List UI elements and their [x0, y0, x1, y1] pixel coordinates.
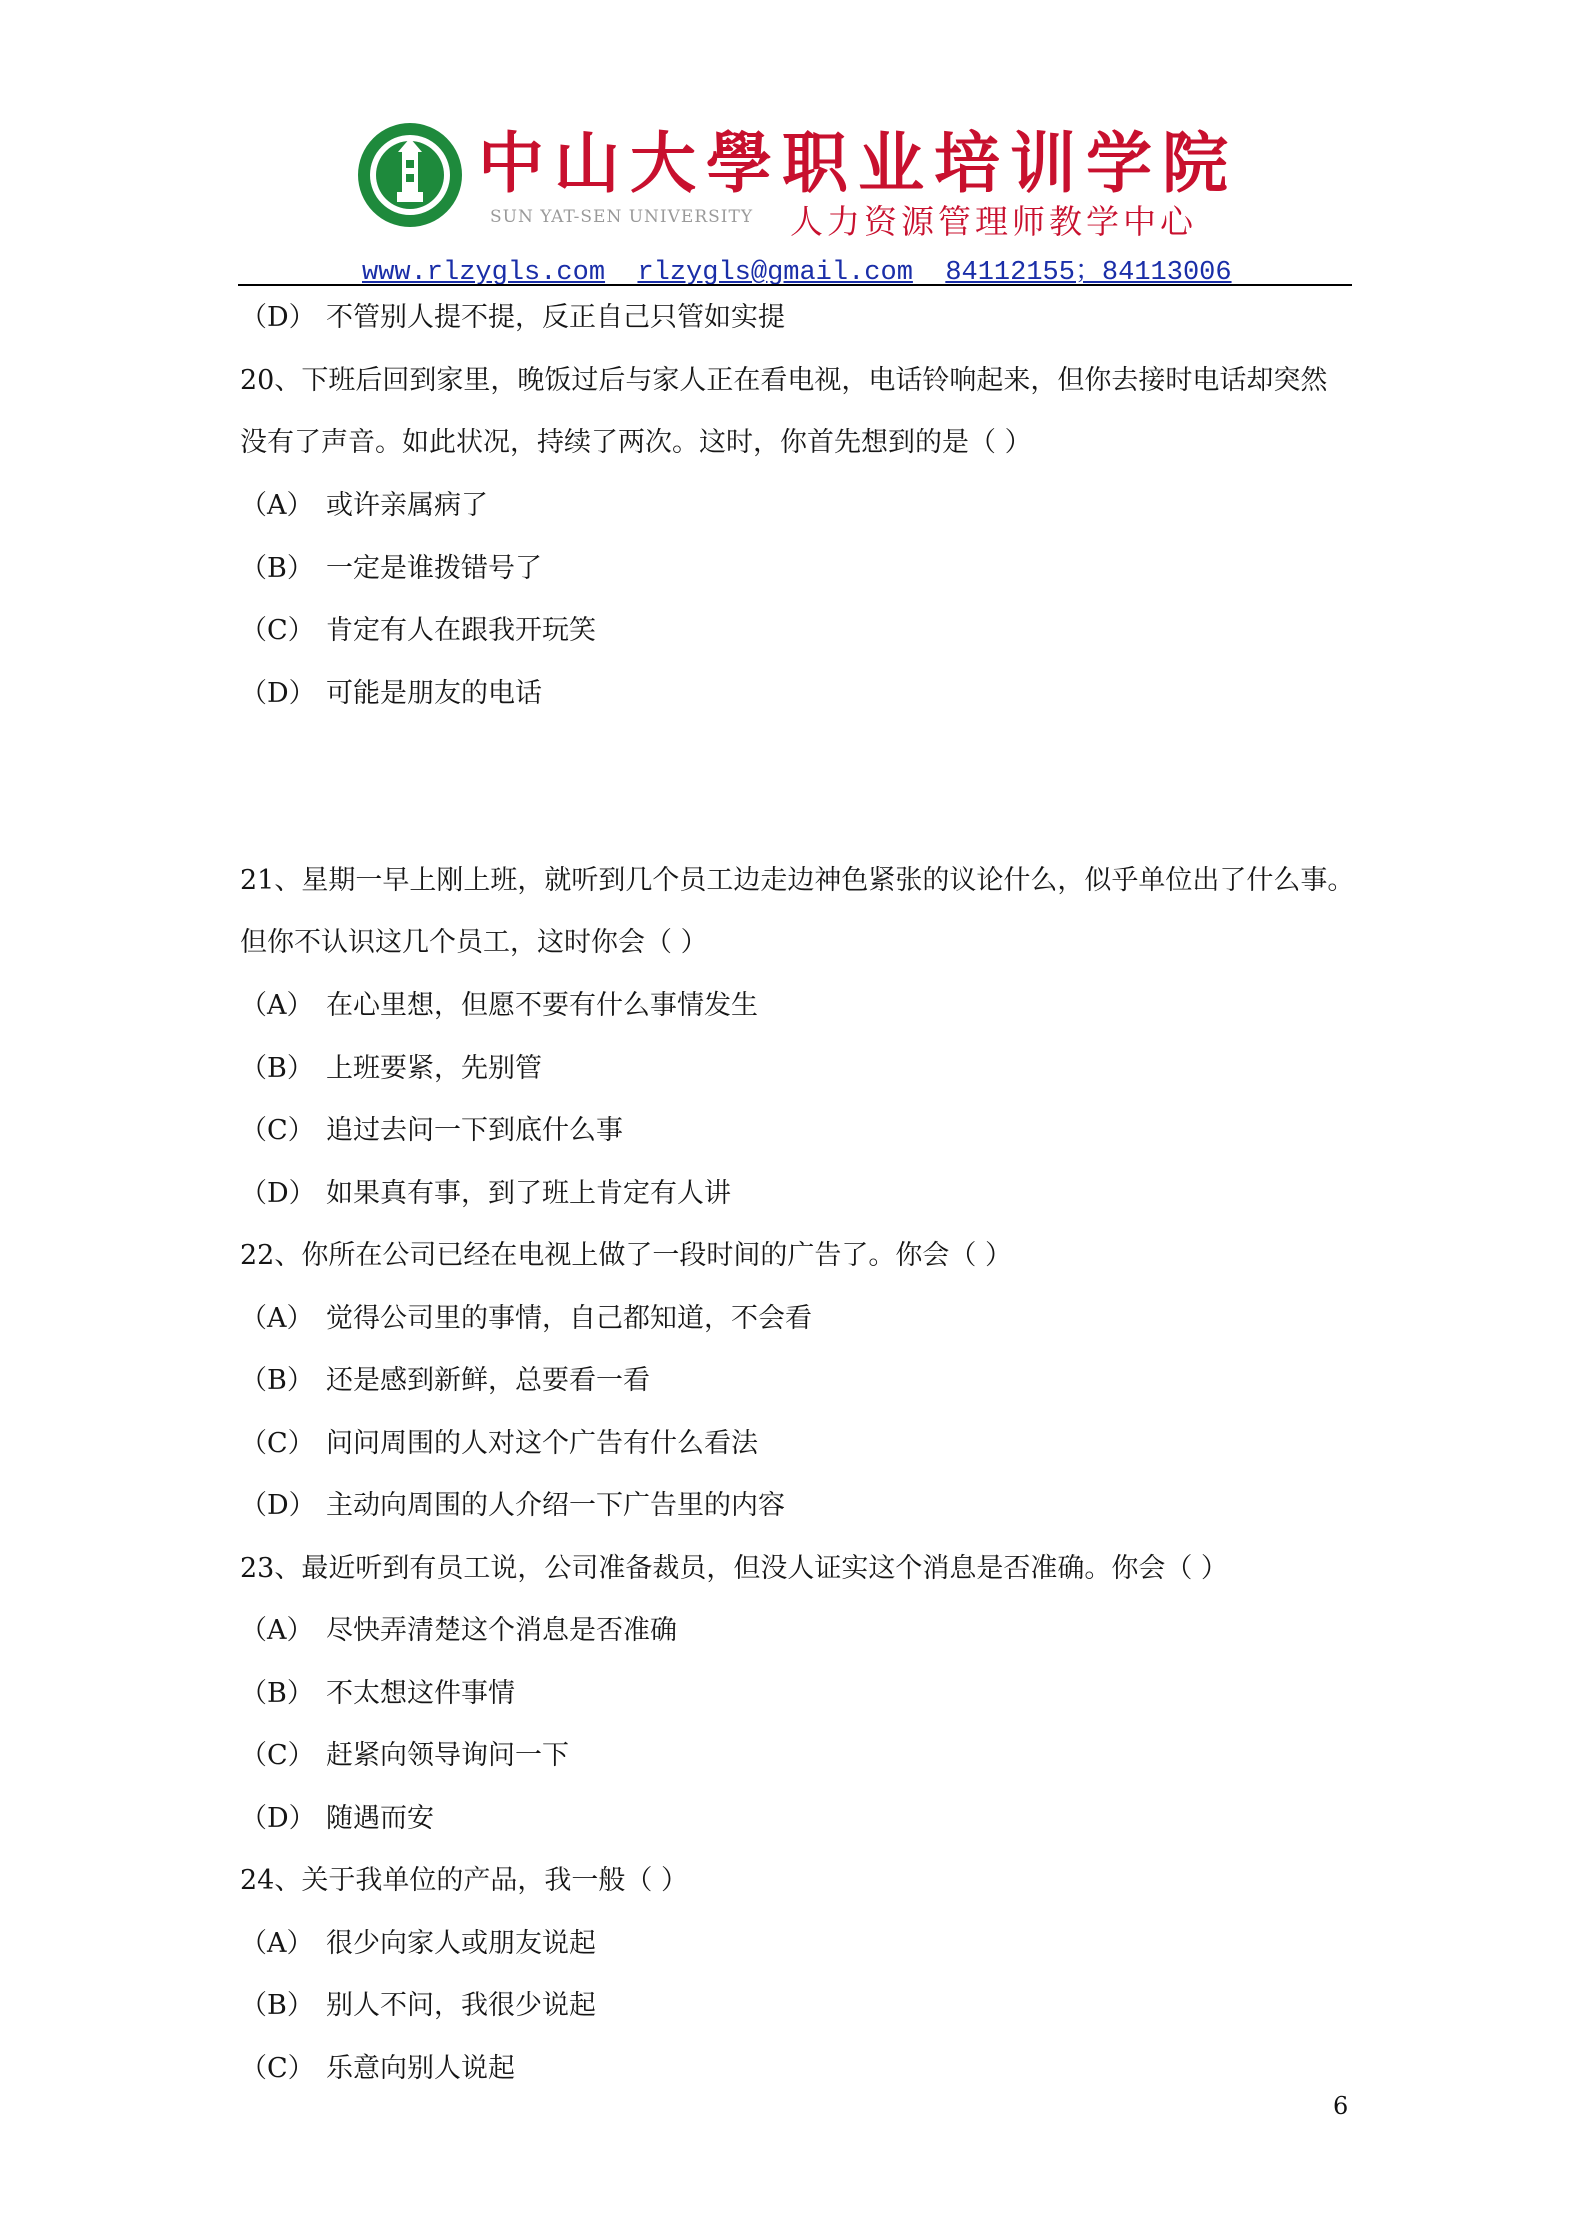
question-text: [240, 365, 1327, 397]
option-line: [240, 2053, 515, 2085]
option-line: [240, 1490, 785, 1522]
option-line: [240, 490, 488, 522]
question-text-content: 21、星期一早上刚上班，就听到几个员工边走边神色紧张的议论什么，似乎单位出了什么事。: [240, 865, 1355, 896]
page-number: 6: [1333, 2092, 1349, 2120]
question-text-content: 24、关于我单位的产品，我一般（ ）: [240, 1865, 688, 1896]
option-label: （B）: [240, 1678, 314, 1709]
option-label: （A）: [240, 1303, 314, 1334]
option-label: （B）: [240, 1990, 314, 2021]
option-text: 觉得公司里的事情，自己都知道，不会看: [326, 1303, 812, 1334]
option-label: （D）: [240, 1803, 316, 1834]
option-text: 或许亲属病了: [326, 490, 488, 521]
question-text: [240, 927, 708, 959]
option-line: [240, 1115, 623, 1147]
option-line: [240, 1053, 542, 1085]
center-subtitle: 人力资源管理师教学中心: [790, 202, 1197, 241]
option-label: （D）: [240, 1490, 316, 1521]
option-label: （D）: [240, 302, 316, 333]
option-label: （D）: [240, 678, 316, 709]
option-text: 还是感到新鲜，总要看一看: [326, 1365, 650, 1396]
option-text: 追过去问一下到底什么事: [326, 1115, 623, 1146]
question-text: [240, 865, 1354, 897]
question-text: [240, 1240, 1012, 1272]
option-label: （B）: [240, 1053, 314, 1084]
option-line: [240, 1303, 812, 1335]
option-line: [240, 615, 596, 647]
option-text: 乐意向别人说起: [326, 2053, 515, 2084]
option-text: 尽快弄清楚这个消息是否准确: [326, 1615, 677, 1646]
option-text: 上班要紧，先别管: [326, 1053, 542, 1084]
university-english-name: SUN YAT-SEN UNIVERSITY: [490, 207, 754, 227]
option-text: 不太想这件事情: [326, 1678, 515, 1709]
option-line: [240, 1678, 515, 1710]
option-line: [240, 1740, 569, 1772]
option-line: [240, 1428, 758, 1460]
option-line: [240, 1365, 650, 1397]
phone-numbers: 84112155；84113006: [945, 258, 1232, 288]
question-text-content: 20、下班后回到家里，晚饭过后与家人正在看电视，电话铃响起来，但你去接时电话却突然: [240, 365, 1328, 396]
option-line: [240, 1615, 677, 1647]
question-text-content: 23、最近听到有员工说，公司准备裁员，但没人证实这个消息是否准确。你会（ ）: [240, 1553, 1228, 1584]
option-line: [240, 302, 785, 334]
option-label: （A）: [240, 1928, 314, 1959]
option-label: （A）: [240, 990, 314, 1021]
email-link[interactable]: rlzygls@gmail.com: [637, 258, 913, 288]
option-line: [240, 1928, 596, 1960]
option-label: （C）: [240, 2053, 315, 2084]
option-text: 一定是谁拨错号了: [326, 553, 542, 584]
option-line: [240, 1990, 596, 2022]
question-text-content: 22、你所在公司已经在电视上做了一段时间的广告了。你会（ ）: [240, 1240, 1012, 1271]
option-label: （A）: [240, 1615, 314, 1646]
option-line: [240, 1803, 434, 1835]
option-line: [240, 990, 758, 1022]
option-text: 可能是朋友的电话: [326, 678, 542, 709]
option-label: （D）: [240, 1178, 316, 1209]
option-text: 问问周围的人对这个广告有什么看法: [326, 1428, 758, 1459]
option-label: （C）: [240, 1740, 315, 1771]
website-link[interactable]: www.rlzygls.com: [362, 258, 606, 288]
option-label: （B）: [240, 1365, 314, 1396]
option-text: 主动向周围的人介绍一下广告里的内容: [326, 1490, 785, 1521]
option-text: 赶紧向领导询问一下: [326, 1740, 569, 1771]
option-label: （C）: [240, 1115, 315, 1146]
option-line: [240, 553, 542, 585]
option-line: [240, 1178, 731, 1210]
option-text: 随遇而安: [326, 1803, 434, 1834]
option-text: 在心里想，但愿不要有什么事情发生: [326, 990, 758, 1021]
option-text: 别人不问，我很少说起: [326, 1990, 596, 2021]
question-text: [240, 427, 1032, 459]
option-label: （C）: [240, 1428, 315, 1459]
question-text-content: 但你不认识这几个员工，这时你会（ ）: [240, 927, 708, 958]
option-line: [240, 678, 542, 710]
option-text: 如果真有事，到了班上肯定有人讲: [326, 1178, 731, 1209]
document-header: [0, 0, 1584, 290]
option-text: 很少向家人或朋友说起: [326, 1928, 596, 1959]
option-label: （C）: [240, 615, 315, 646]
header-divider: [238, 284, 1352, 286]
question-text-content: 没有了声音。如此状况，持续了两次。这时，你首先想到的是（ ）: [240, 427, 1032, 458]
sysu-emblem-icon: [355, 120, 465, 230]
option-label: （A）: [240, 490, 314, 521]
option-text: 肯定有人在跟我开玩笑: [326, 615, 596, 646]
contact-line: [362, 248, 1232, 288]
question-text: [240, 1553, 1228, 1585]
institute-title: 中山大學职业培训学院: [478, 124, 1238, 202]
option-label: （B）: [240, 553, 314, 584]
option-text: 不管别人提不提，反正自己只管如实提: [326, 302, 785, 333]
question-text: [240, 1865, 688, 1897]
